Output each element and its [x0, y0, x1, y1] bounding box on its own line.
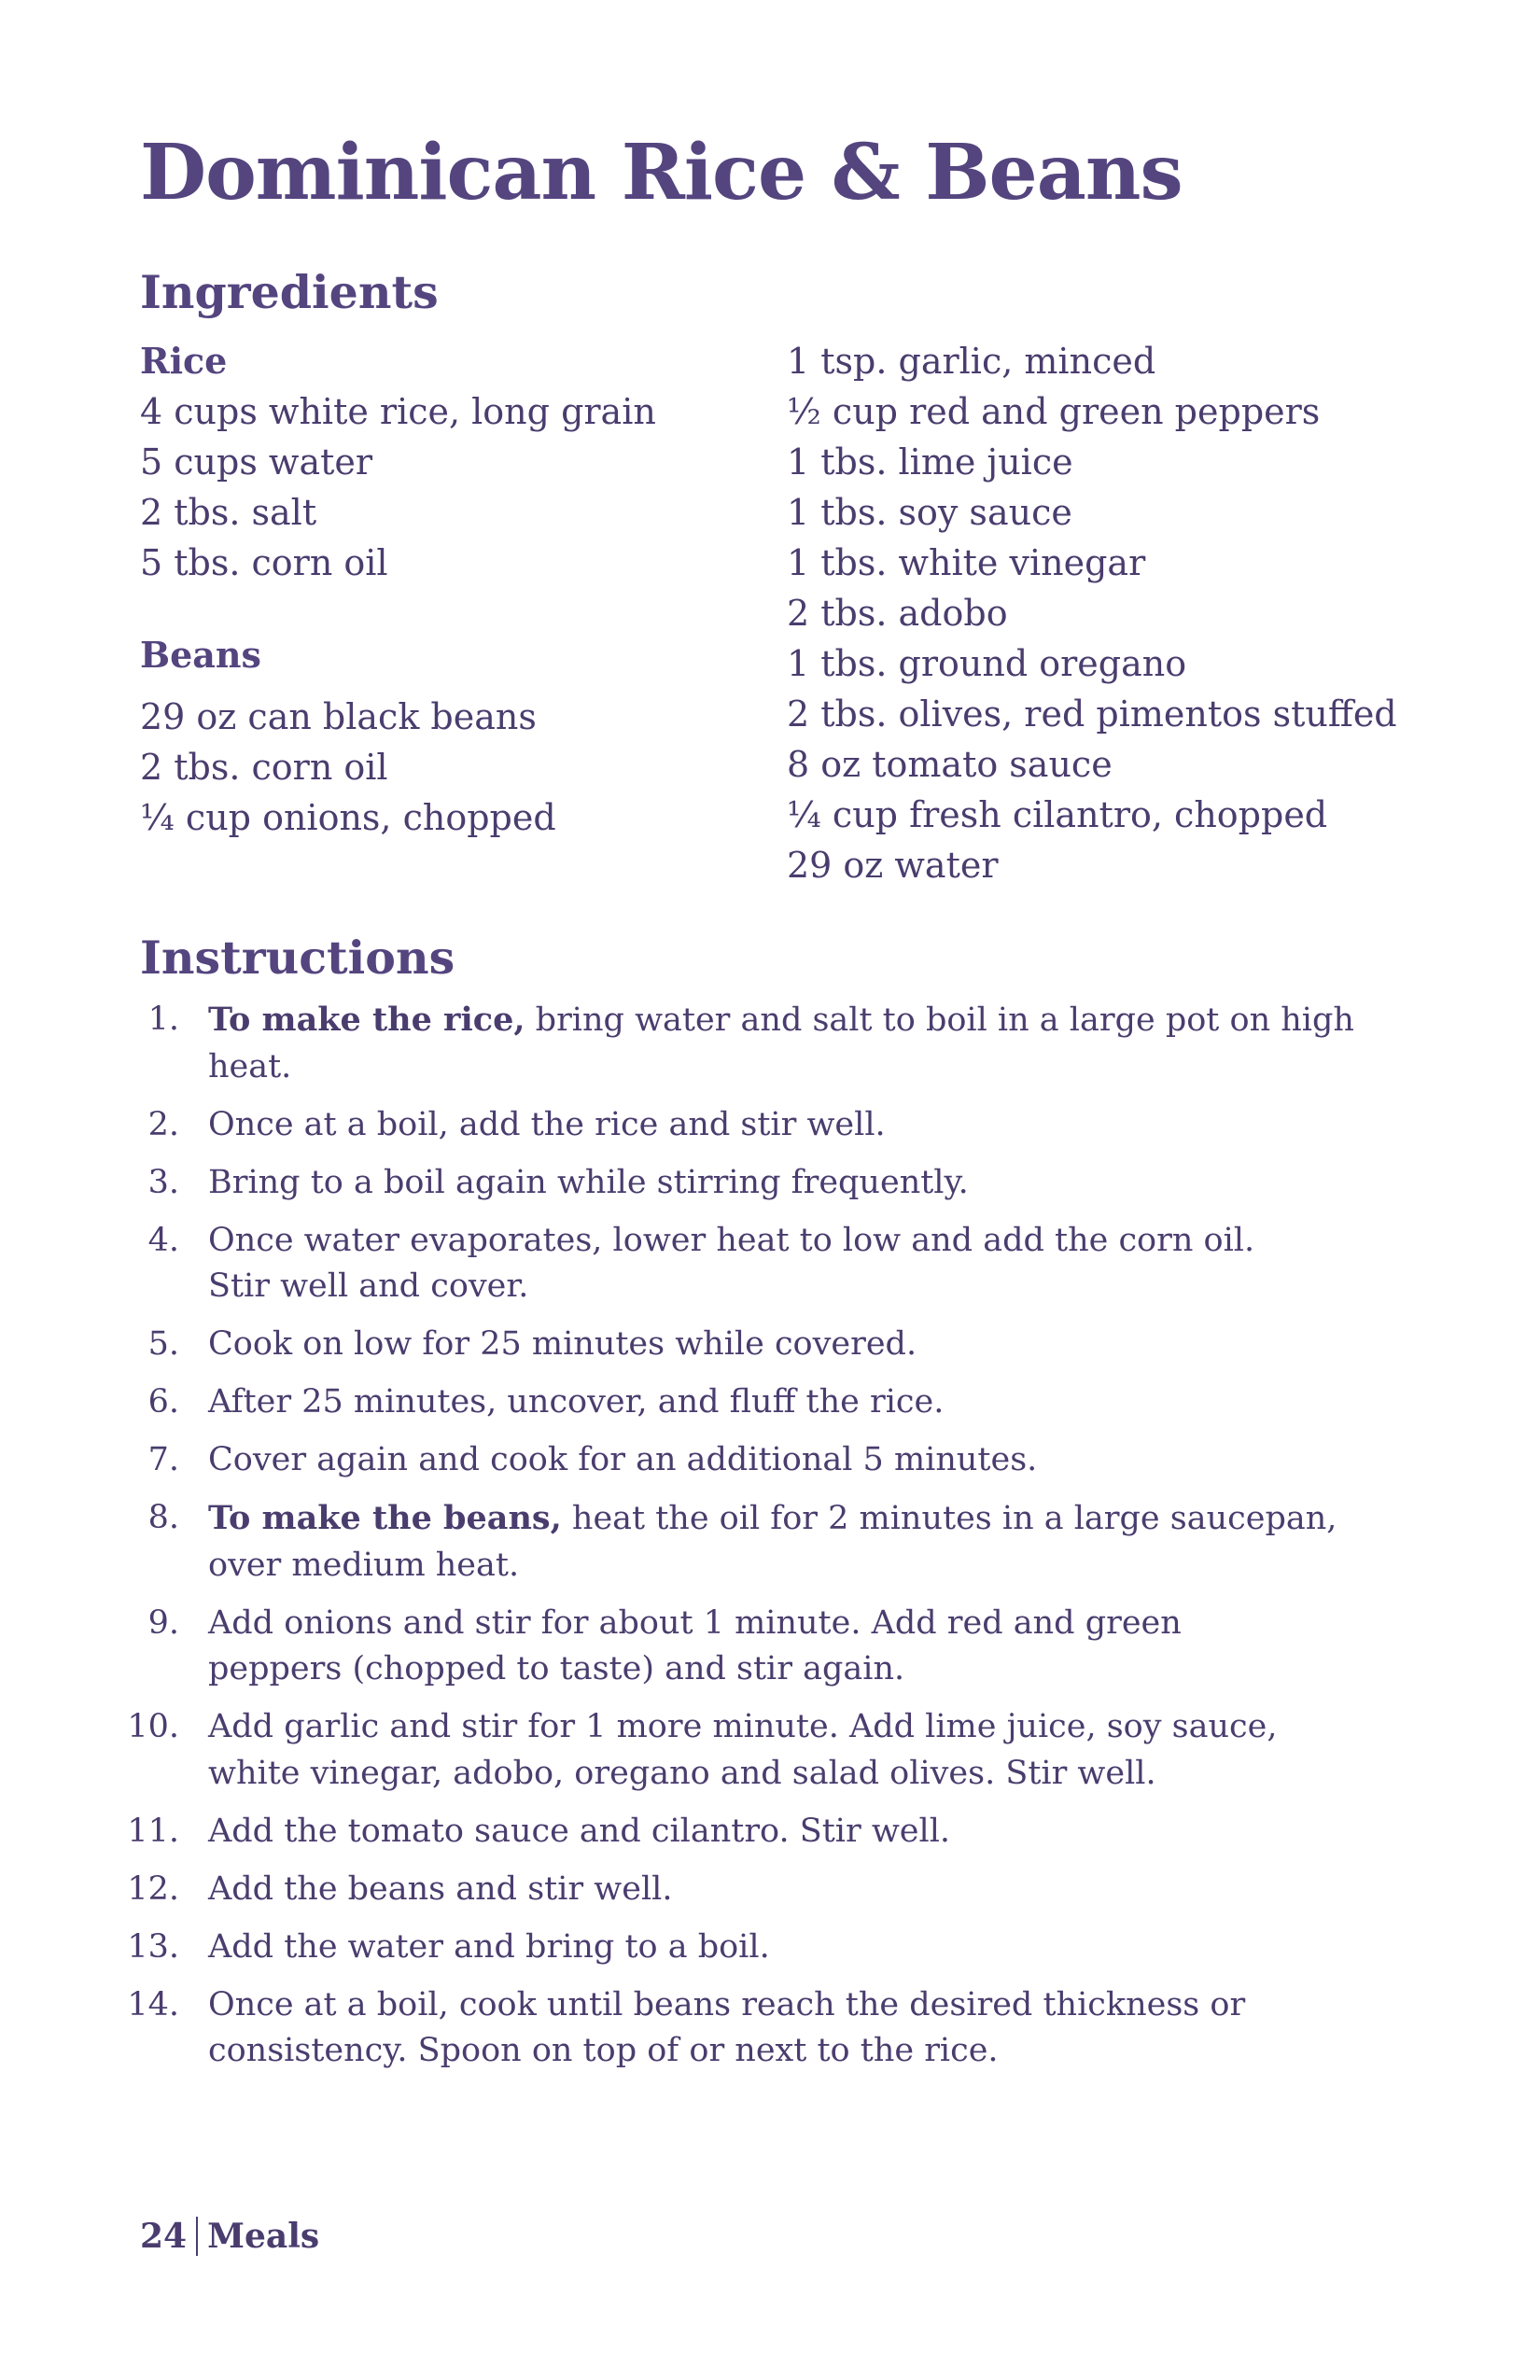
ingredients-left-column — [140, 336, 756, 843]
footer-section-label: Meals — [207, 2217, 320, 2256]
ingredient-item: ½ cup red and green peppers — [787, 391, 1321, 432]
step-text: Once water evaporates, lower heat to low and add the corn oil. Stir well and cover. — [208, 1221, 1255, 1305]
ingredient-item: 1 tbs. lime juice — [787, 441, 1073, 483]
step-text: Once at a boil, cook until beans reach the desired thickness or consistency. Spoon on top of or next to the rice. — [208, 1985, 1246, 2069]
ingredient-item: 1 tbs. ground oregano — [787, 643, 1187, 684]
step-text: heat the oil for 2 minutes in a large saucepan, over medium heat. — [208, 1500, 1337, 1584]
step-number: 1. — [147, 1001, 179, 1038]
ingredient-item: 4 cups white rice, long grain — [140, 391, 656, 432]
step-number: 7. — [147, 1441, 179, 1478]
ingredient-item: 5 cups water — [140, 441, 373, 483]
instruction-step — [121, 1218, 1428, 1310]
ingredient-item: 2 tbs. adobo — [787, 593, 1008, 634]
instruction-step — [121, 1322, 1428, 1368]
ingredient-item: 8 oz tomato sauce — [787, 744, 1113, 785]
instruction-step — [121, 1704, 1428, 1797]
step-text: Once at a boil, add the rice and stir well. — [208, 1105, 886, 1143]
page-number: 24 — [140, 2217, 188, 2256]
ingredient-item: 29 oz can black beans — [140, 696, 537, 737]
ingredient-item: 2 tbs. corn oil — [140, 747, 388, 788]
step-number: 4. — [147, 1221, 179, 1259]
step-number: 10. — [127, 1708, 179, 1745]
ingredient-item: 1 tbs. white vinegar — [787, 542, 1146, 583]
step-lead: To make the beans, — [208, 1499, 562, 1537]
ingredient-item: 5 tbs. corn oil — [140, 542, 388, 583]
ingredient-item: 2 tbs. salt — [140, 492, 317, 533]
ingredient-item: 2 tbs. olives, red pimentos stuffed — [787, 693, 1397, 735]
ingredients-heading: Ingredients — [140, 265, 439, 319]
instruction-step — [121, 1925, 1428, 1971]
page-footer — [140, 2214, 319, 2259]
instruction-step — [121, 997, 1428, 1090]
instructions-heading: Instructions — [140, 931, 455, 985]
instructions-list — [121, 997, 1428, 2086]
step-text: Add the water and bring to a boil. — [208, 1927, 770, 1966]
step-number: 5. — [147, 1325, 179, 1363]
step-number: 6. — [147, 1383, 179, 1421]
step-text: bring water and salt to boil in a large pot on high heat. — [208, 1001, 1354, 1085]
step-number: 13. — [127, 1927, 179, 1966]
instruction-step — [121, 1867, 1428, 1913]
page-title: Dominican Rice & Beans — [140, 128, 1183, 217]
step-text: Add garlic and stir for 1 more minute. Add lime juice, soy sauce, white vinegar, adobo, oregano and salad olives. Stir well. — [208, 1708, 1278, 1792]
instruction-step — [121, 1982, 1428, 2075]
instruction-step — [121, 1495, 1428, 1589]
rice-group-label: Rice — [140, 340, 228, 382]
ingredient-item: 1 tbs. soy sauce — [787, 492, 1072, 533]
step-number: 3. — [147, 1163, 179, 1201]
step-text: Bring to a boil again while stirring frequently. — [208, 1163, 969, 1201]
instruction-step — [121, 1379, 1428, 1426]
step-number: 14. — [127, 1985, 179, 2023]
footer-divider — [196, 2217, 198, 2256]
ingredient-item: 1 tsp. garlic, minced — [787, 341, 1156, 382]
step-text: Cook on low for 25 minutes while covered. — [208, 1325, 917, 1363]
step-text: Add the tomato sauce and cilantro. Stir well. — [208, 1812, 951, 1850]
step-number: 8. — [147, 1499, 179, 1536]
ingredients-right-column — [787, 336, 1403, 890]
ingredient-item: ¼ cup onions, chopped — [140, 797, 556, 838]
ingredient-item: ¼ cup fresh cilantro, chopped — [787, 794, 1328, 835]
instruction-step — [121, 1601, 1428, 1693]
instruction-step — [121, 1160, 1428, 1207]
step-text: Add onions and stir for about 1 minute. Add red and green peppers (chopped to taste) and stir again. — [208, 1603, 1182, 1687]
beans-group-label: Beans — [140, 634, 261, 676]
step-number: 11. — [127, 1812, 179, 1850]
step-text: Cover again and cook for an additional 5 minutes. — [208, 1441, 1038, 1478]
instruction-step — [121, 1809, 1428, 1855]
instruction-step — [121, 1437, 1428, 1484]
ingredient-item: 29 oz water — [787, 845, 999, 886]
step-text: Add the beans and stir well. — [208, 1869, 673, 1908]
step-lead: To make the rice, — [208, 1001, 525, 1039]
step-number: 2. — [147, 1105, 179, 1143]
step-number: 9. — [147, 1603, 179, 1642]
step-text: After 25 minutes, uncover, and fluff the rice. — [208, 1383, 945, 1421]
instruction-step — [121, 1102, 1428, 1149]
step-number: 12. — [127, 1869, 179, 1908]
